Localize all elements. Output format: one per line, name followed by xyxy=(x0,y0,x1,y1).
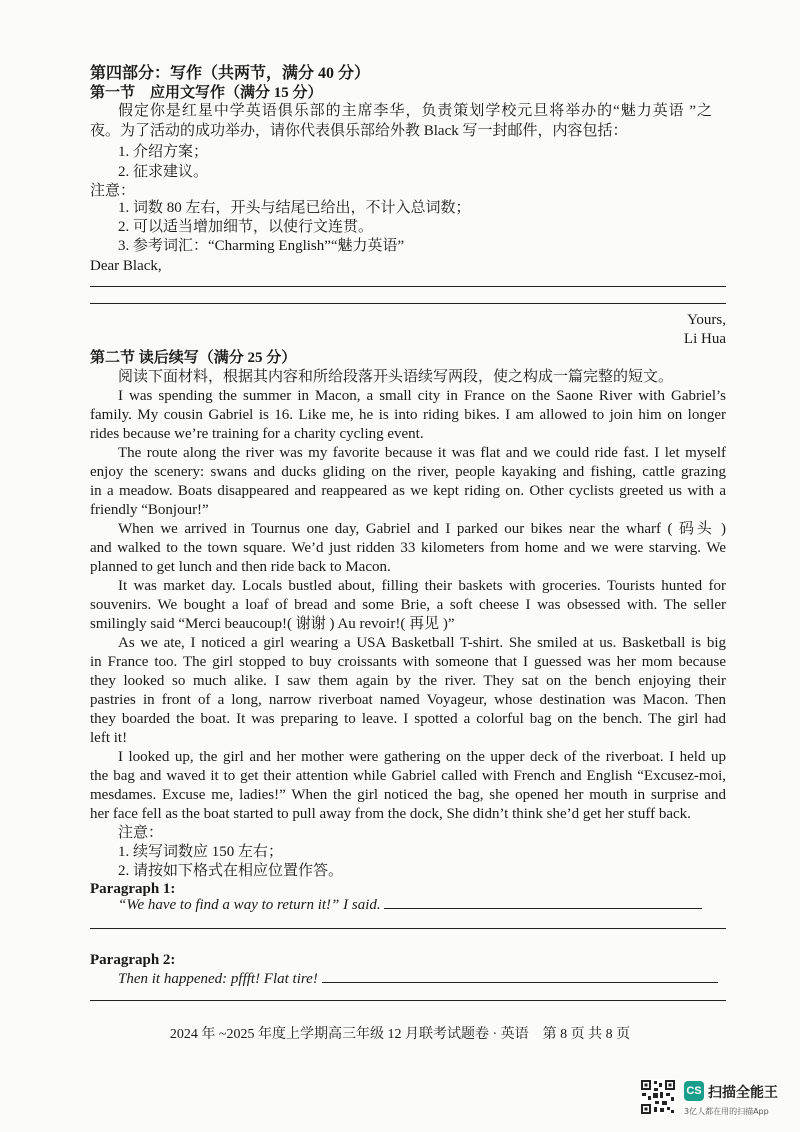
section1-notes-label: 注意： xyxy=(90,183,136,199)
section1-note: 2. 可以适当增加细节，以使行文连贯。 xyxy=(118,219,374,235)
paragraph1-opening-text: “We have to find a way to return it!” I said. xyxy=(118,897,381,913)
section2-notes-label: 注意： xyxy=(118,825,164,841)
story-line: I was spending the summer in Macon, a small city in France on the Saone River with Gabriel’s xyxy=(118,388,726,404)
story-line: planned to get lunch and then ride back to Macon. xyxy=(90,559,391,575)
paragraph2-opening xyxy=(118,970,718,989)
story-line: and walked to the town square. We’d just ridden 33 kilometers from home and we were starving. We xyxy=(90,540,726,556)
letter-signature: Li Hua xyxy=(683,331,726,347)
story-line: they looked so much alike. I saw them again by the river. They sat on the bench enjoying their xyxy=(90,673,726,689)
story-line: left it! xyxy=(90,730,128,746)
section2-title: 第二节 读后续写（满分 25 分） xyxy=(90,350,297,366)
answer-line[interactable] xyxy=(90,928,726,929)
scanner-app-name: 扫描全能王 xyxy=(708,1085,778,1101)
part-title: 第四部分：写作（共两节，满分 40 分） xyxy=(90,65,371,82)
qr-code-icon xyxy=(640,1079,676,1115)
scanner-tagline: 3亿人都在用的扫描App xyxy=(684,1107,769,1116)
section1-prompt-line1: 假定你是红星中学英语俱乐部的主席李华，负责策划学校元旦将举办的“魅力英语 ”之 xyxy=(118,103,712,119)
story-line: It was market day. Locals bustled about, filling their baskets with groceries. Tourists hunted for xyxy=(118,578,726,594)
section1-note: 3. 参考词汇：“Charming English”“魅力英语” xyxy=(118,238,405,254)
answer-line[interactable] xyxy=(90,286,726,287)
answer-line[interactable] xyxy=(90,303,726,304)
story-line: in France too. The girl stopped to buy croissants with someone that I guessed was her mom because xyxy=(90,654,726,670)
section2-note: 2. 请按如下格式在相应位置作答。 xyxy=(118,863,344,879)
answer-line[interactable] xyxy=(90,1000,726,1001)
story-line: her face fell as the boat started to pull away from the dock, She didn’t think she’d get her stuff back. xyxy=(90,806,691,822)
story-line: in a meadow. Boats disappeared and reappeared as we kept riding on. Other cyclists greeted us with a xyxy=(90,483,726,499)
camscanner-logo-icon: CS xyxy=(684,1081,704,1101)
story-line: rides because we’re training for a charity cycling event. xyxy=(90,426,424,442)
section1-title: 第一节 应用文写作（满分 15 分） xyxy=(90,85,323,101)
story-line: pastries in front of a long, narrow riverboat named Voyageur, whose destination was Macon. Then xyxy=(90,692,726,708)
story-line: family. My cousin Gabriel is 16. Like me, he is into riding bikes. I am allowed to join him on longer xyxy=(90,407,726,423)
section2-instruction: 阅读下面材料，根据其内容和所给段落开头语续写两段，使之构成一篇完整的短文。 xyxy=(118,369,674,385)
story-line: When we arrived in Tournus one day, Gabriel and I parked our bikes near the wharf ( 码头 ) xyxy=(118,521,726,537)
section1-note: 1. 词数 80 左右，开头与结尾已给出，不计入总词数； xyxy=(118,200,471,216)
page-footer: 2024 年 ~2025 年度上学期高三年级 12 月联考试题卷 · 英语 第 8 页 共 8 页 xyxy=(169,1027,631,1042)
section2-note: 1. 续写词数应 150 左右； xyxy=(118,844,284,860)
paragraph1-label: Paragraph 1: xyxy=(90,881,176,897)
paragraph2-answer-blank[interactable] xyxy=(322,982,718,983)
story-line: The route along the river was my favorite because it was flat and we could ride fast. I let myself xyxy=(118,445,726,461)
story-line: they boarded the boat. It was preparing to leave. I spotted a colorful bag on the bench. The girl had xyxy=(90,711,726,727)
paragraph2-opening-text: Then it happened: pffft! Flat tire! xyxy=(118,971,318,987)
story-line: smilingly said “Merci beaucoup!( 谢谢 ) Au revoir!( 再见 )” xyxy=(90,616,455,632)
section1-prompt-line2: 夜。为了活动的成功举办，请你代表俱乐部给外教 Black 写一封邮件，内容包括： xyxy=(90,123,628,139)
letter-closing: Yours, xyxy=(687,312,726,328)
story-line: friendly “Bonjour!” xyxy=(90,502,209,518)
paragraph2-label: Paragraph 2: xyxy=(90,952,176,968)
story-line: enjoy the scenery: swans and ducks gliding on the river, people kayaking and fishing, cattle grazing xyxy=(90,464,726,480)
paragraph1-answer-blank[interactable] xyxy=(384,908,702,909)
story-line: the bag and waved it to get their attention while Gabriel called with French and English “Excusez-moi, xyxy=(90,768,726,784)
story-line: mesdames. Excuse me, ladies!” When the girl noticed the bag, she opened her mouth in surprise and xyxy=(90,787,726,803)
story-line: souvenirs. We bought a loaf of bread and some Brie, a soft cheese I was obsessed with. The seller xyxy=(90,597,726,613)
story-line: I looked up, the girl and her mother were gathering on the upper deck of the riverboat. I held up xyxy=(118,749,726,765)
section1-item: 2. 征求建议。 xyxy=(118,164,209,180)
story-line: As we ate, I noticed a girl wearing a USA Basketball T-shirt. She smiled at us. Basketball is big xyxy=(118,635,726,651)
paragraph1-opening xyxy=(118,896,702,915)
letter-salutation: Dear Black, xyxy=(90,258,162,274)
section1-item: 1. 介绍方案； xyxy=(118,144,209,160)
